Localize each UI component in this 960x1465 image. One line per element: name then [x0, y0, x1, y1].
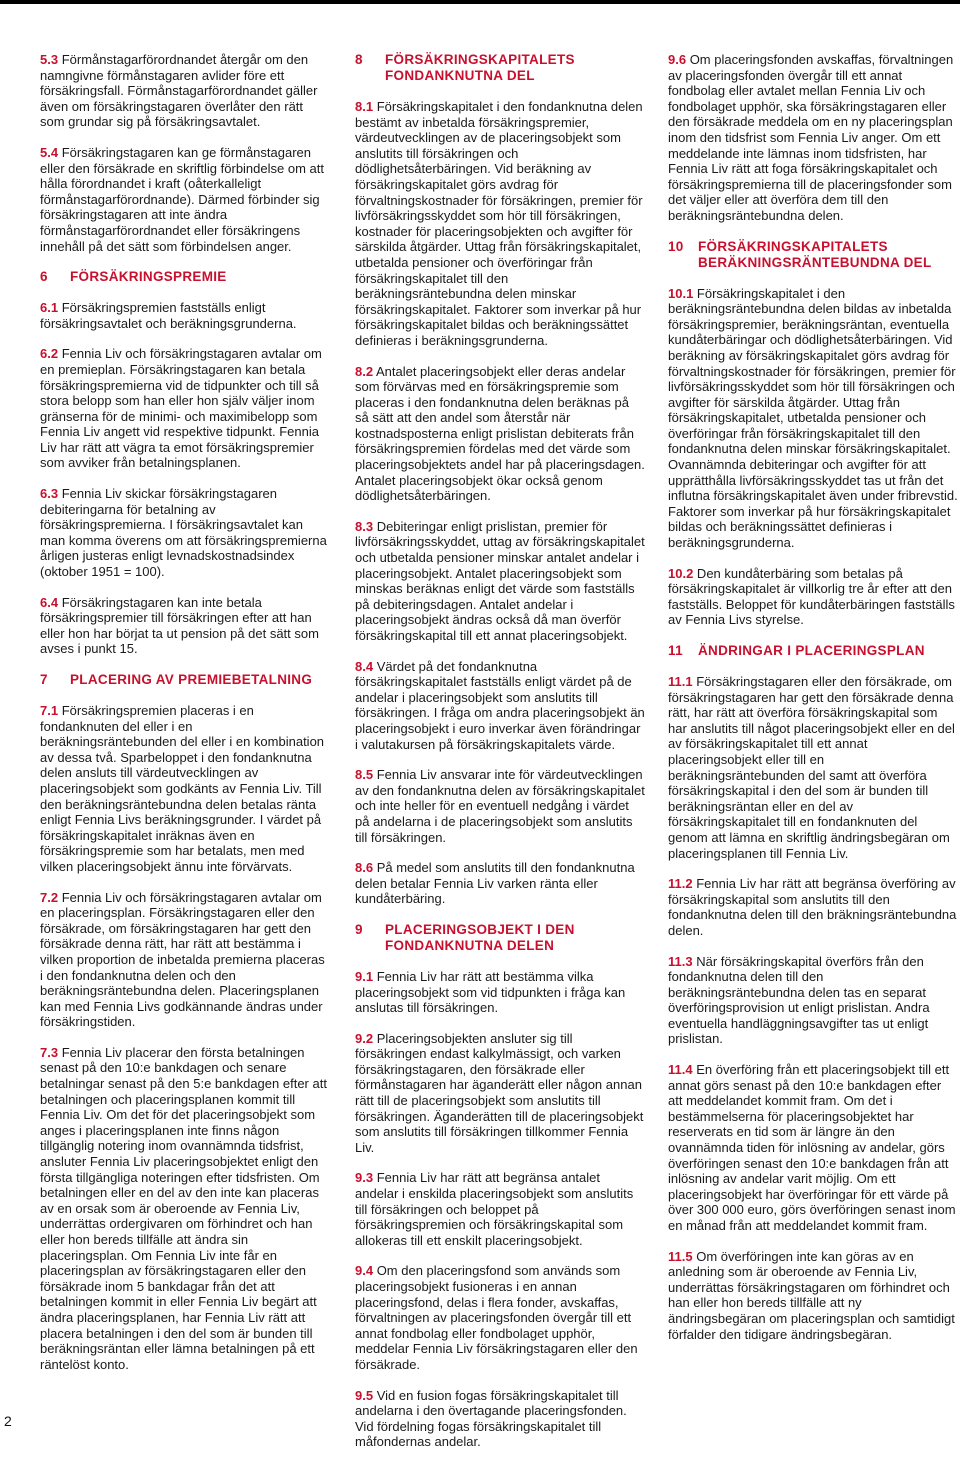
clause-number: 8.5 [355, 767, 374, 783]
clause-paragraph [668, 286, 958, 551]
clause-paragraph [355, 767, 645, 845]
clause-number: 8.6 [355, 860, 374, 876]
clause-text: Värdet på det fondanknutna försäkringskapitalet fastställs enligt värdet på de andelar i placeringsobjekt som anslutits till försäkringen. I fråga om andra placeringsobjekt än placeringsobjekt i euro inverkar även förändringar i valutakursen på försäkringskapitalets värde. [355, 658, 645, 752]
clause-paragraph [355, 364, 645, 504]
clause-text: Antalet placeringsobjekt eller deras andelar som förvärvas med en försäkringspremie som placeras i den fondanknutna delen beräknas på så sätt att den andel som återstår när kostnadsposterna enligt prislistan debiterats från försäkringspremien fördelas med det värde som placeringsobjektets andel har på placeringsdagen. Antalet placeringsobjekt ökar också genom dödlighetsåterbäringen. [355, 363, 645, 504]
clause-text: På medel som anslutits till den fondanknutna delen betalar Fennia Liv varken ränta eller kundåterbäring. [355, 860, 635, 907]
clause-number: 6.1 [40, 300, 59, 316]
clause-number: 11.2 [668, 876, 693, 892]
column-2 [355, 52, 645, 1465]
clause-paragraph [40, 346, 330, 471]
section-heading [40, 269, 330, 285]
clause-text: Fennia Liv har rätt att begränsa antalet andelar i enskilda placeringsobjekt som anslutits till försäkringen och beloppet på försäkringspremien och försäkringskapital som allokeras till ett enskilt placeringsobjekt. [355, 1170, 634, 1248]
clause-paragraph [40, 595, 330, 657]
clause-text: Fennia Liv och försäkringstagaren avtalar om en premieplan. Försäkringstagaren kan betala försäkringspremierna vid de tidpunkter och till så stora belopp som han eller hon själv väljer inom gränserna för de minimi- och maximibelopp som Fennia Liv angett vid respektive tidpunkt. Fennia Liv har rätt att vägra ta emot försäkringspremier som avviker från betalningsplanen. [40, 346, 322, 471]
section-heading [355, 52, 645, 84]
column-1 [40, 52, 330, 1387]
column-3 [668, 52, 958, 1357]
section-title: PLACERINGSOBJEKT I DEN FONDANKNUTNA DELEN [385, 921, 575, 953]
clause-text: Vid en fusion fogas försäkringskapitalet till andelarna i den övertagande placeringsfonden. Vid fördelning fogas försäkringskapitalet till måfondernas andelar. [355, 1387, 627, 1450]
clause-text: Om placeringsfonden avskaffas, förvaltningen av placeringsfonden övergår till ett annat fondbolag eller avtalet mellan Fennia Liv och fondbolaget upphör, ska försäkringstagaren eller den försäkrade meddela om en ny placeringsplan inom den tidsfrist som Fennia Liv anger. Om ett meddelande inte lämnas inom tidsfristen, har Fennia Liv rätt att foga försäkringskapitalet och försäkringspremierna till de placeringsfonder som det väljer eller att överföra dem till den beräkningsräntebundna delen. [668, 52, 954, 223]
clause-number: 6.2 [40, 346, 59, 362]
clause-number: 7.1 [40, 703, 59, 718]
clause-number: 5.4 [40, 144, 59, 160]
clause-text: Förmånstagarförordnandet återgår om den namngivne förmånstagaren avlider före ett försäkringsfall. Förmånstagarförordnandet gäller även om försäkringstagaren överlåter den rätt som grundar sig på försäkringsavtalet. [40, 52, 318, 130]
clause-text: En överföring från ett placeringsobjekt till ett annat görs senast på den 10:e bankdagen efter att meddelandet kommit fram. Om det i bestämmelserna för placeringsobjektet har reserverats en tid som är längre än den ovannämnda tiden för inlösning av andelar, görs överföringen senast den 10:e bankdagen från att inlösning av andelar varit möjlig. Om ett placeringsobjekt har överföringar för ett värde på över 300 000 euro, görs överföringen senast inom en månad från att meddelandet kommit fram. [668, 1062, 956, 1233]
clause-number: 6.3 [40, 486, 59, 502]
clause-number: 11.3 [668, 953, 693, 969]
clause-text: Debiteringar enligt prislistan, premier för livförsäkringsskyddet, uttag av försäkringskapitalet och utbetalda pensioner minskar antalet andelar i placeringsobjekt. Antalet placeringsobjekt som minskas beräknas enligt det värde som fastställs på debiteringsdagen. Antalet andelar i placeringsobjekt ändras också då man överför försäkringskapital till ett annat placeringsobjekt. [355, 518, 645, 643]
section-title: PLACERING AV PREMIEBETALNING [70, 672, 313, 687]
clause-paragraph [40, 486, 330, 580]
clause-number: 10.1 [668, 285, 694, 301]
clause-paragraph [355, 1170, 645, 1248]
clause-paragraph [40, 890, 330, 1030]
section-heading [40, 672, 330, 688]
clause-paragraph [40, 300, 330, 331]
clause-paragraph [668, 52, 958, 224]
section-number: 7 [40, 672, 48, 687]
clause-text: Fennia Liv skickar försäkringstagaren debiteringarna för betalning av försäkringspremierna. I försäkringsavtalet kan man komma överens om att försäkringspremierna årligen justeras enligt levnadskostnadsindex (oktober 1951 = 100). [40, 486, 327, 580]
clause-number: 8.4 [355, 658, 374, 674]
clause-paragraph [40, 1045, 330, 1372]
clause-paragraph [355, 659, 645, 753]
clause-paragraph [355, 1031, 645, 1156]
section-number: 8 [355, 52, 363, 67]
clause-text: Fennia Liv har rätt att bestämma vilka placeringsobjekt som vid tidpunkten i fråga kan anslutas till försäkringen. [355, 968, 626, 1016]
clause-number: 9.4 [355, 1263, 374, 1279]
clause-text: Om den placeringsfond som används som placeringsobjekt fusioneras i en annan placeringsfond, delas i flera fonder, avskaffas, förvaltningen av placeringsfonden övergår till ett annat fondbolag eller fondbolaget upphör, meddelar Fennia Liv försäkringstagaren eller den försäkrade. [355, 1263, 638, 1372]
clause-number: 9.1 [355, 968, 374, 984]
clause-number: 7.3 [40, 1044, 59, 1060]
clause-text: Placeringsobjekten ansluter sig till försäkringen endast kalkylmässigt, och varken försäkringstagaren, den försäkrade eller förmånstagaren har äganderätt eller någon annan rätt till de placeringsobjekt som anslutits till försäkringen. Äganderätten till de placeringsobjekt som anslutits till försäkringen tillkommer Fennia Liv. [355, 1030, 644, 1155]
clause-number: 11.5 [668, 1248, 693, 1264]
clause-paragraph [668, 566, 958, 628]
clause-paragraph [355, 1388, 645, 1450]
clause-paragraph [355, 519, 645, 644]
clause-number: 8.2 [355, 363, 374, 379]
clause-paragraph [668, 1249, 958, 1343]
clause-text: Om överföringen inte kan göras av en anledning som är oberoende av Fennia Liv, underrättas försäkringstagaren om förhindret och han eller hon bereds tillfälle att ny ändringsbegäran om placeringsplan och samtidigt förfalder den tidigare ändringsbegäran. [668, 1248, 955, 1342]
section-number: 11 [668, 643, 683, 658]
clause-number: 9.6 [668, 52, 687, 67]
clause-paragraph [40, 52, 330, 130]
clause-text: Fennia Liv och försäkringstagaren avtalar om en placeringsplan. Försäkringstagaren eller den försäkrade, om försäkringstagaren har gett den försäkrade denna rätt, har rätt att bestämma i vilken proportion de inbetalda premierna placeras i den fondanknutna delen och den beräkningsräntebundna delen. Placeringsplanen kan med Fennia Livs godkännande ändras under försäkringstiden. [40, 889, 325, 1030]
clause-number: 6.4 [40, 594, 59, 610]
clause-number: 5.3 [40, 52, 59, 67]
clause-text: Försäkringskapitalet i den fondanknutna delen bestämt av inbetalda försäkringspremier, värdeutvecklingen av de placeringsobjekt som anslutits till försäkringen och dödlighetsåterbäringen. Vid beräkning av försäkringskapitalet görs avdrag för förvaltningskostnader för försäkringen, premier för livförsäkringsskyddet som hör till försäkringen, kostnader för placeringsobjekten och avgifter för särskilda åtgärder. Uttag från försäkringskapitalet, utbetalda pensioner och överföringar från försäkringskapitalet till den beräkningsräntebundna delen minskar försäkringskapitalet. Faktorer som inverkar på hur försäkringskapitalet bildas och beräkningssättet definieras i beräkningsgrunderna. [355, 99, 643, 348]
clause-text: Fennia Liv placerar den första betalningen senast på den 10:e bankdagen och senare betalningar senast på den 5:e bankdagen efter att betalningen och placeringsplanen kommit till Fennia Liv. Om det för det placeringsobjekt som anges i placeringsplanen inte finns någon tillgänglig notering inom ovannämnda tidsfrist, ansluter Fennia Liv placeringsobjektet enligt den första tillgängliga noteringen efter tidsfristen. Om betalningen eller en del av den inte kan placeras av en orsak som är oberoende av Fennia Liv, underrättas ordergivaren om förhindret och han eller hon bereds tillfälle att ändra sin placeringsplan. Om Fennia Liv inte får en placeringsplan av försäkringstagaren eller den försäkrade inom 5 bankdagar från det att betalningen kommit in eller Fennia Liv begärt att ändra placeringsplanen, har Fennia Liv rätt att placera betalningen i den del som är bunden till beräkningsräntan eller lämna betalningen på ett räntelöst konto. [40, 1044, 327, 1372]
section-number: 6 [40, 269, 48, 285]
clause-number: 9.2 [355, 1030, 374, 1046]
section-title: ÄNDRINGAR I PLACERINGSPLAN [698, 643, 925, 658]
clause-number: 8.1 [355, 99, 374, 114]
section-title: FÖRSÄKRINGSKAPITALETS BERÄKNINGSRÄNTEBUNDNA DEL [698, 238, 932, 270]
clause-text: Försäkringstagaren kan ge förmånstagaren eller den försäkrade en skriftlig förbindelse om att hålla förordnandet i kraft (oåterkalleligt förmånstagarförordnande). Därmed förbinder sig försäkringstagaren att inte ändra förmånstagarförordnandet eller försäkringens innehåll på det sätt som förbindelsen anger. [40, 144, 324, 254]
section-title: FÖRSÄKRINGSKAPITALETS FONDANKNUTNA DEL [385, 52, 575, 83]
clause-paragraph [668, 1062, 958, 1234]
clause-number: 7.2 [40, 889, 59, 905]
clause-paragraph [668, 876, 958, 938]
clause-number: 9.5 [355, 1387, 374, 1403]
clause-text: När försäkringskapital överförs från den fondanknutna delen till den beräkningsräntebundna delen tas en separat överföringsprovision ut enligt prislistan. Andra eventuella handläggningsavgifter tas ut enligt prislistan. [668, 953, 930, 1047]
clause-number: 9.3 [355, 1170, 374, 1186]
clause-text: Försäkringspremien placeras i en fondanknuten del eller i en beräkningsräntebunden del eller i en kombination av dessa två. Sparbeloppet i den fondanknutna delen ansluts till värdeutvecklingen av placeringsobjekt som godkänts av Fennia Liv. Till den beräkningsräntebundna delen betalas ränta enligt Fennia Livs beräkningsgrunder. I värdet på försäkringskapitalet inräknas även en försäkringspremie som har betalats, men med vilken placeringsobjekt ännu inte förvärvats. [40, 703, 325, 874]
clause-paragraph [668, 674, 958, 861]
section-heading [668, 239, 958, 271]
clause-paragraph [355, 99, 645, 349]
clause-paragraph [355, 860, 645, 907]
clause-text: Fennia Liv har rätt att begränsa överföring av försäkringskapital som anslutits till den fondanknutna delen till den bräkningsräntebundna delen. [668, 876, 957, 938]
clause-text: Fennia Liv ansvarar inte för värdeutvecklingen av den fondanknutna delen av försäkringskapitalet och inte heller för en eventuell nedgång i värdet på andelarna i de placeringsobjekt som anslutits till försäkringen. [355, 767, 645, 845]
clause-text: Försäkringspremien fastställs enligt försäkringsavtalet och beräkningsgrunderna. [40, 300, 297, 331]
clause-number: 10.2 [668, 565, 694, 581]
clause-paragraph [355, 969, 645, 1016]
clause-number: 11.1 [668, 674, 693, 689]
clause-text: Försäkringskapitalet i den beräkningsräntebundna delen bildas av inbetalda försäkringspremier, beräkningsräntan, eventuella kundåterbäringar och dödlighetsåterbäringen. Vid beräkning av försäkringskapitalet görs avdrag för förvaltningskostnader för försäkringen, premier för livförsäkringsskyddet som hör till försäkringen och avgifter för särskilda åtgärder. Uttag från försäkringskapitalet, utbetalda pensioner och överföringar från försäkringskapitalet till den fondanknutna delen minskar försäkringskapitalet. Ovannämnda debiteringar och avgifter för att upprätthålla livförsäkringsskyddet tas ut från det influtna försäkringskapitalet även under fribrevstid. Faktorer som inverkar på hur försäkringskapitalet bildas och beräkningssättet definieras i beräkningsgrunderna. [668, 285, 958, 551]
clause-text: Försäkringstagaren kan inte betala försäkringspremier till försäkringen efter att han eller hon har börjat ta ut pension på det sätt som avses i punkt 15. [40, 594, 319, 657]
section-heading [355, 922, 645, 954]
section-heading [668, 643, 958, 659]
section-number: 9 [355, 921, 363, 937]
clause-paragraph [355, 1263, 645, 1372]
section-number: 10 [668, 238, 684, 254]
clause-text: Försäkringstagaren eller den försäkrade, om försäkringstagaren har gett den försäkrade denna rätt, har rätt att överföra försäkringskapital som har anslutits till något placeringsobjekt eller en del av försäkringskapitalet till ett annat placeringsobjekt eller till en beräkningsräntebunden del samt att överföra försäkringskapital i den del som är bunden till beräkningsräntan eller en del av försäkringskapitalet till en fondanknuten del genom att lämna en skriftlig ändringsbegäran om placeringsplanen till Fennia Liv. [668, 674, 955, 861]
clause-text: Den kundåterbäring som betalas på försäkringskapitalet är villkorlig tre år efter att den fastställs. Beloppet för kundåterbäringen fastställs av Fennia Livs styrelse. [668, 565, 955, 628]
clause-paragraph [40, 145, 330, 254]
section-title: FÖRSÄKRINGSPREMIE [70, 269, 227, 285]
top-rule [0, 0, 960, 4]
page-number: 2 [4, 1413, 12, 1429]
clause-paragraph [668, 954, 958, 1048]
clause-number: 11.4 [668, 1062, 693, 1078]
clause-paragraph [40, 703, 330, 875]
clause-number: 8.3 [355, 518, 374, 534]
